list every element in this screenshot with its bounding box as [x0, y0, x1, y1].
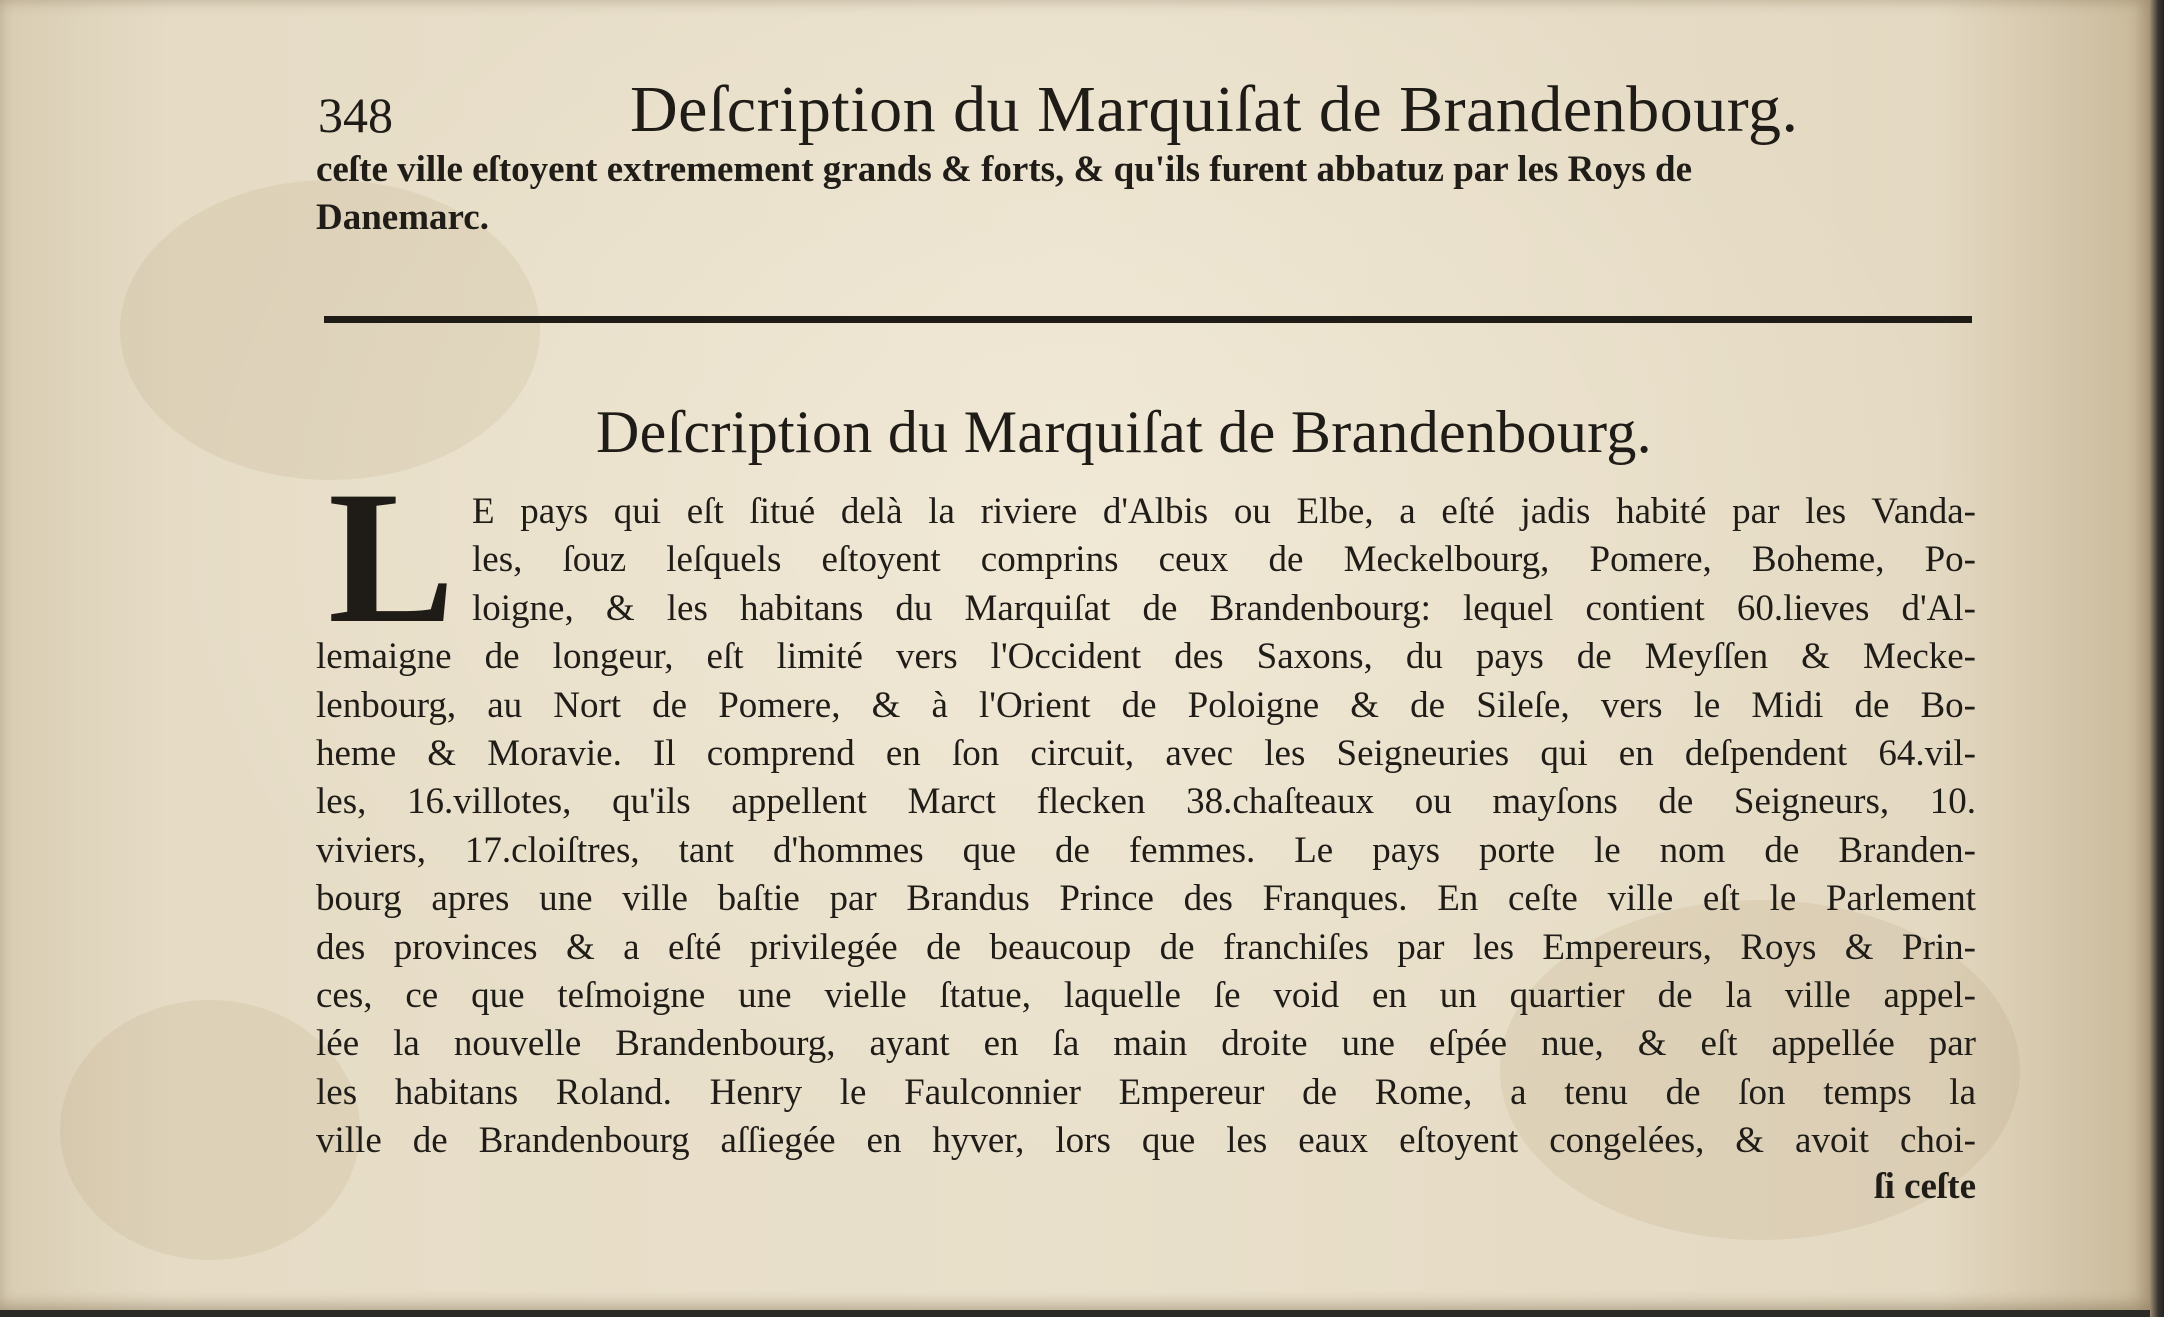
section-divider [324, 316, 1972, 323]
text-line: heme & Moravie. Il comprend en ſon circuit, avec les Seigneuries qui en deſpendent 64.vil- [316, 733, 1976, 775]
text-line: les habitans Roland. Henry le Faulconnier Empereur de Rome, a tenu de ſon temps la [316, 1071, 1976, 1113]
section-title: Deſcription du Marquiſat de Brandenbourg. [596, 399, 1652, 465]
carry-over-paragraph [316, 146, 1976, 242]
text-line: des provinces & a eſté privilegée de beaucoup de franchiſes par les Empereurs, Roys & Prin- [316, 926, 1976, 968]
text-line: loigne, & les habitans du Marquiſat de Brandenbourg: lequel contient 60.lieves d'Al- [472, 587, 1976, 629]
text-line: les, 16.villotes, qu'ils appellent Marct flecken 38.chaſteaux ou mayſons de Seigneurs, 10. [316, 781, 1976, 823]
text-line: lemaigne de longeur, eſt limité vers l'Occident des Saxons, du pays de Meyſſen & Mecke- [316, 636, 1976, 678]
text-line: Danemarc. [316, 197, 489, 238]
text-line: ceſte ville eſtoyent extremement grands & forts, & qu'ils furent abbatuz par les Roys de [316, 149, 1693, 190]
page-edge [2150, 0, 2164, 1317]
text-line: ville de Brandenbourg aſſiegée en hyver, lors que les eaux eſtoyent congelées, & avoit choi- [316, 1120, 1976, 1162]
text-line: les, ſouz leſquels eſtoyent comprins ceux de Meckelbourg, Pomere, Boheme, Po- [472, 539, 1976, 581]
paper-stain [60, 1000, 360, 1260]
text-line: bourg apres une ville baſtie par Brandus Prince des Franques. En ceſte ville eſt le Parlement [316, 878, 1976, 920]
text-line: lée la nouvelle Brandenbourg, ayant en ſa main droite une eſpée nue, & eſt appellée par [316, 1023, 1976, 1065]
text-line: lenbourg, au Nort de Pomere, & à l'Orient de Poloigne & de Sileſe, vers le Midi de Bo- [316, 684, 1976, 726]
text-line: viviers, 17.cloiſtres, tant d'hommes que de femmes. Le pays porte le nom de Branden- [316, 829, 1976, 871]
text-line: ces, ce que teſmoigne une vielle ſtatue, laquelle ſe void en un quartier de la ville appel- [316, 975, 1976, 1017]
catchword: ſi ceſte [1874, 1166, 1976, 1207]
running-title: Deſcription du Marquiſat de Brandenbourg. [630, 73, 1799, 146]
body-paragraph [316, 488, 1976, 1166]
text-line: E pays qui eſt ſitué delà la riviere d'Albis ou Elbe, a eſté jadis habité par les Vanda- [472, 491, 1976, 532]
drop-cap: L [328, 453, 455, 663]
page-number: 348 [318, 87, 393, 143]
